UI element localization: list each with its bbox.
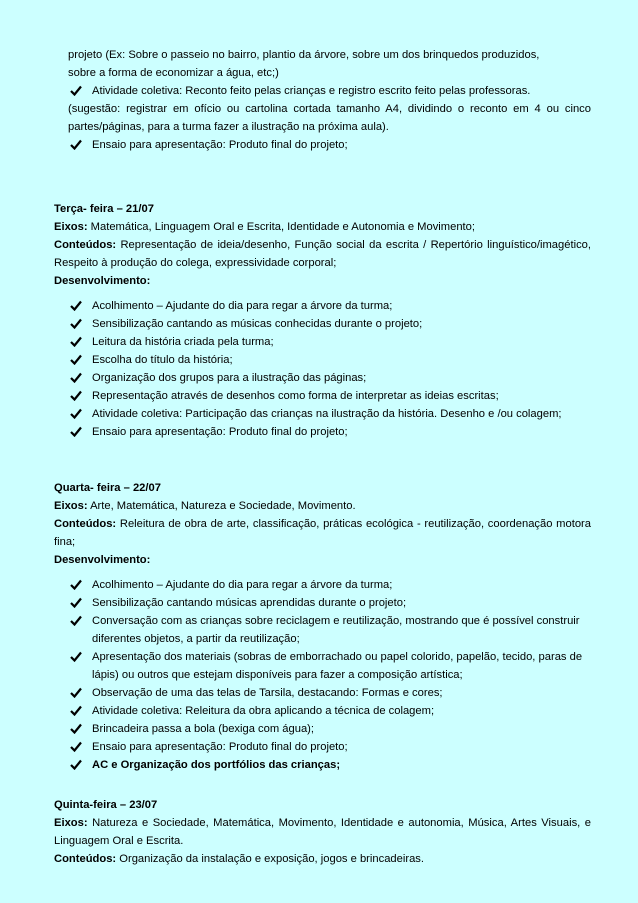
list-item bbox=[54, 136, 591, 154]
day-title: Quarta- feira – 22/07 bbox=[54, 482, 161, 494]
list-item-text: Brincadeira passa a bola (bexiga com água); bbox=[92, 723, 315, 735]
eixos-line: Eixos: Natureza e Sociedade, Matemática, Movimento, Identidade e autonomia, Música, Artes Visuais, e Linguagem Oral e Escrita. bbox=[54, 817, 591, 847]
list-item bbox=[54, 648, 591, 684]
list-item bbox=[54, 702, 591, 720]
checkmark-icon bbox=[70, 387, 82, 401]
list-item-text: Sensibilização cantando músicas aprendidas durante o projeto; bbox=[92, 597, 407, 609]
checkmark-icon bbox=[70, 594, 82, 608]
checkmark-icon bbox=[70, 738, 82, 752]
checkmark-icon bbox=[70, 423, 82, 437]
list-item-text: Sensibilização cantando as músicas conhecidas durante o projeto; bbox=[92, 318, 423, 330]
list-item-text: Acolhimento – Ajudante do dia para regar a árvore da turma; bbox=[92, 579, 393, 591]
list-item bbox=[54, 423, 591, 441]
eixos-line: Eixos: Arte, Matemática, Natureza e Sociedade, Movimento. bbox=[54, 500, 356, 512]
desenvolvimento-label: Desenvolvimento: bbox=[54, 275, 151, 287]
tuesday-list bbox=[54, 297, 591, 441]
list-item-text: Escolha do título da história; bbox=[92, 354, 233, 366]
list-item bbox=[54, 387, 591, 405]
list-item-text: Leitura da história criada pela turma; bbox=[92, 336, 274, 348]
checkmark-icon bbox=[70, 297, 82, 311]
conteudos-line: Conteúdos: Organização da instalação e exposição, jogos e brincadeiras. bbox=[54, 853, 424, 865]
checkmark-icon bbox=[70, 720, 82, 734]
checkmark-icon bbox=[70, 333, 82, 347]
list-item-text: Atividade coletiva: Releitura da obra aplicando a técnica de colagem; bbox=[92, 705, 435, 717]
intro-section bbox=[54, 46, 591, 154]
list-item bbox=[54, 594, 591, 612]
list-item-text: Observação de uma das telas de Tarsila, destacando: Formas e cores; bbox=[92, 687, 443, 699]
conteudos-line: Conteúdos: Representação de ideia/desenho, Função social da escrita / Repertório linguístico/imagético, Respeito à produção do colega, expressividade corporal; bbox=[54, 239, 591, 269]
list-item bbox=[54, 756, 591, 774]
list-item-text: Ensaio para apresentação: Produto final do projeto; bbox=[92, 426, 348, 438]
checkmark-icon bbox=[70, 756, 82, 770]
list-item-text: Conversação com as crianças sobre reciclagem e reutilização, mostrando que é possível construir diferentes objetos, a partir da reutilização; bbox=[92, 615, 580, 645]
checkmark-icon bbox=[70, 351, 82, 365]
list-item bbox=[54, 369, 591, 387]
list-item bbox=[54, 612, 591, 648]
wednesday-list bbox=[54, 576, 591, 774]
intro-line: projeto (Ex: Sobre o passeio no bairro, plantio da árvore, sobre um dos brinquedos produzidos, bbox=[68, 49, 540, 61]
list-item-text: Atividade coletiva: Reconto feito pelas crianças e registro escrito feito pelas professoras. bbox=[92, 85, 531, 97]
checkmark-icon bbox=[70, 369, 82, 383]
list-item-text: Apresentação dos materiais (sobras de emborrachado ou papel colorido, papelão, tecido, paras de lápis) ou outros que estejam disponíveis para fazer a composição artística; bbox=[92, 651, 583, 681]
list-item-text: Atividade coletiva: Participação das crianças na ilustração da história. Desenho e /ou colagem; bbox=[92, 408, 562, 420]
checkmark-icon bbox=[70, 315, 82, 329]
list-item-text: AC e Organização dos portfólios das crianças; bbox=[92, 759, 341, 771]
list-item bbox=[54, 315, 591, 333]
list-item bbox=[54, 405, 591, 423]
checkmark-icon bbox=[70, 612, 82, 626]
thursday-section bbox=[54, 796, 591, 868]
list-item-text: Ensaio para apresentação: Produto final do projeto; bbox=[92, 139, 348, 151]
eixos-line: Eixos: Matemática, Linguagem Oral e Escrita, Identidade e Autonomia e Movimento; bbox=[54, 221, 475, 233]
checkmark-icon bbox=[70, 648, 82, 662]
list-item bbox=[54, 333, 591, 351]
conteudos-line: Conteúdos: Releitura de obra de arte, classificação, práticas ecológica - reutilização, coordenação motora fina; bbox=[54, 518, 591, 548]
day-title: Quinta-feira – 23/07 bbox=[54, 799, 158, 811]
checkmark-icon bbox=[70, 576, 82, 590]
day-title: Terça- feira – 21/07 bbox=[54, 203, 154, 215]
list-item bbox=[54, 297, 591, 315]
checkmark-icon bbox=[70, 136, 82, 150]
wednesday-section bbox=[54, 479, 591, 774]
intro-note: (sugestão: registrar em ofício ou cartolina cortada tamanho A4, dividindo o reconto em 4 ou cinco partes/páginas, para a turma fazer a ilustração na próxima aula). bbox=[68, 103, 591, 133]
list-item-text: Representação através de desenhos como forma de interpretar as ideias escritas; bbox=[92, 390, 499, 402]
list-item-text: Acolhimento – Ajudante do dia para regar a árvore da turma; bbox=[92, 300, 393, 312]
checkmark-icon bbox=[70, 702, 82, 716]
intro-line: sobre a forma de economizar a água, etc;) bbox=[68, 67, 279, 79]
list-item-text: Organização dos grupos para a ilustração das páginas; bbox=[92, 372, 367, 384]
checkmark-icon bbox=[70, 684, 82, 698]
list-item-text: Ensaio para apresentação: Produto final do projeto; bbox=[92, 741, 348, 753]
list-item bbox=[54, 82, 591, 100]
list-item bbox=[54, 720, 591, 738]
tuesday-section bbox=[54, 200, 591, 441]
checkmark-icon bbox=[70, 82, 82, 96]
list-item bbox=[54, 576, 591, 594]
list-item bbox=[54, 351, 591, 369]
list-item bbox=[54, 738, 591, 756]
checkmark-icon bbox=[70, 405, 82, 419]
list-item bbox=[54, 684, 591, 702]
desenvolvimento-label: Desenvolvimento: bbox=[54, 554, 151, 566]
